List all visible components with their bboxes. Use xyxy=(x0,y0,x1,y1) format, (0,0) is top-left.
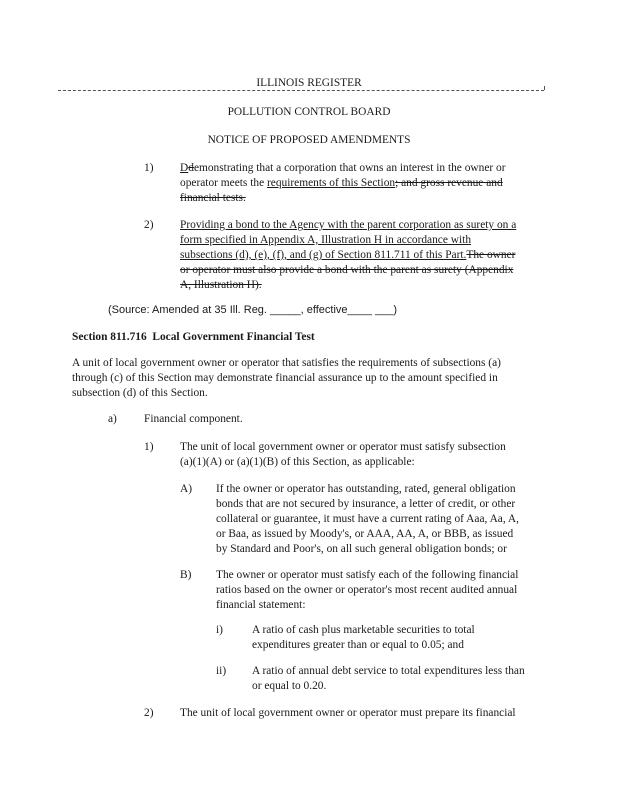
item1-line1-text: emonstrating that a corporation that owns an interest in the owner or xyxy=(193,162,506,174)
item2-line1: Providing a bond to the Agency with the parent corporation as surety on a xyxy=(180,219,517,231)
item1-line2 xyxy=(180,176,550,191)
subsection-B-line3: financial statement: xyxy=(216,599,306,611)
subsection-a2-line1: The unit of local government owner or operator must prepare its financial xyxy=(180,707,516,719)
item2-line3-insert: subsections (d), (e), (f), and (g) of Section 811.711 of this Part. xyxy=(180,249,467,261)
item1-line2-delete: gross revenue and xyxy=(420,177,503,189)
subsection-ii-label: ii) xyxy=(216,665,227,677)
section-heading xyxy=(72,330,315,345)
subsection-a1-line1: The unit of local government owner or operator must satisfy subsection xyxy=(180,441,506,453)
intro-line3: subsection (d) of this Section. xyxy=(72,387,208,399)
subsection-a1-line2: (a)(1)(A) or (a)(1)(B) of this Section, as applicable: xyxy=(180,456,415,468)
item1-line1 xyxy=(180,161,550,176)
item2-line3-delete: The owner xyxy=(466,249,516,261)
item1-line2-insert: requirements of this Section xyxy=(266,177,396,189)
subsection-A-line5: by Standard and Poor's, on all such general obligation bonds; or xyxy=(216,543,507,555)
subsection-i-label: i) xyxy=(216,624,223,636)
item1-line2-delete-and: ; and xyxy=(395,177,421,189)
subsection-A-line2: bonds that are not secured by insurance, a letter of credit, or other xyxy=(216,498,516,510)
header-rule-tick xyxy=(540,86,545,90)
subsection-A-line4: or Baa, as issued by Moody's, or AAA, AA, A, or BBB, as issued xyxy=(216,528,514,540)
item2-line2: form specified in Appendix A, Illustration H in accordance with xyxy=(180,234,472,246)
header-rule xyxy=(58,90,544,91)
item2-line4: or operator must also provide a bond with the parent as surety (Appendix xyxy=(180,264,514,276)
notice-title: NOTICE OF PROPOSED AMENDMENTS xyxy=(207,134,411,146)
agency-title: POLLUTION CONTROL BOARD xyxy=(227,106,391,118)
source-note: (Source: Amended at 35 Ill. Reg. _____, effective____ ___) xyxy=(108,304,398,316)
subsection-A-line1: If the owner or operator has outstanding, rated, general obligation xyxy=(216,483,516,495)
intro-line1: A unit of local government owner or operator that satisfies the requirements of subsections (a) xyxy=(72,357,501,369)
item2-number: 2) xyxy=(144,219,154,231)
subsection-B-line1: The owner or operator must satisfy each of the following financial xyxy=(216,569,519,581)
subsection-B-label: B) xyxy=(180,569,192,581)
subsection-i-line1: A ratio of cash plus marketable securities to total xyxy=(252,624,475,636)
subsection-ii-line2: or equal to 0.20. xyxy=(252,680,327,692)
subsection-a1-label: 1) xyxy=(144,441,154,453)
subsection-a-text: Financial component. xyxy=(144,413,243,425)
item1-delete-d: d xyxy=(188,162,194,174)
section-number: Section 811.716 xyxy=(72,331,147,343)
subsection-A-line3: collateral or guarantee, it must have a current rating of Aaa, Aa, A, xyxy=(216,513,519,525)
subsection-a-label: a) xyxy=(108,413,117,425)
subsection-a2-label: 2) xyxy=(144,707,154,719)
section-title: Local Government Financial Test xyxy=(152,331,315,343)
subsection-i-line2: expenditures greater than or equal to 0.05; and xyxy=(252,639,464,651)
subsection-B-line2: ratios based on the owner or operator's most recent audited annual xyxy=(216,584,518,596)
intro-line2: through (c) of this Section may demonstrate financial assurance up to the amount specified in xyxy=(72,372,498,384)
register-title: ILLINOIS REGISTER xyxy=(256,77,362,89)
item2-line5: A, Illustration H). xyxy=(180,279,262,291)
item1-insert-D: D xyxy=(180,162,189,174)
item1-number: 1) xyxy=(144,162,154,174)
item1-line3: financial tests. xyxy=(180,192,246,204)
item1-line2-a: operator meets the xyxy=(180,177,267,189)
subsection-A-label: A) xyxy=(180,483,193,495)
item2-line3 xyxy=(180,248,515,263)
subsection-ii-line1: A ratio of annual debt service to total expenditures less than xyxy=(252,665,525,677)
